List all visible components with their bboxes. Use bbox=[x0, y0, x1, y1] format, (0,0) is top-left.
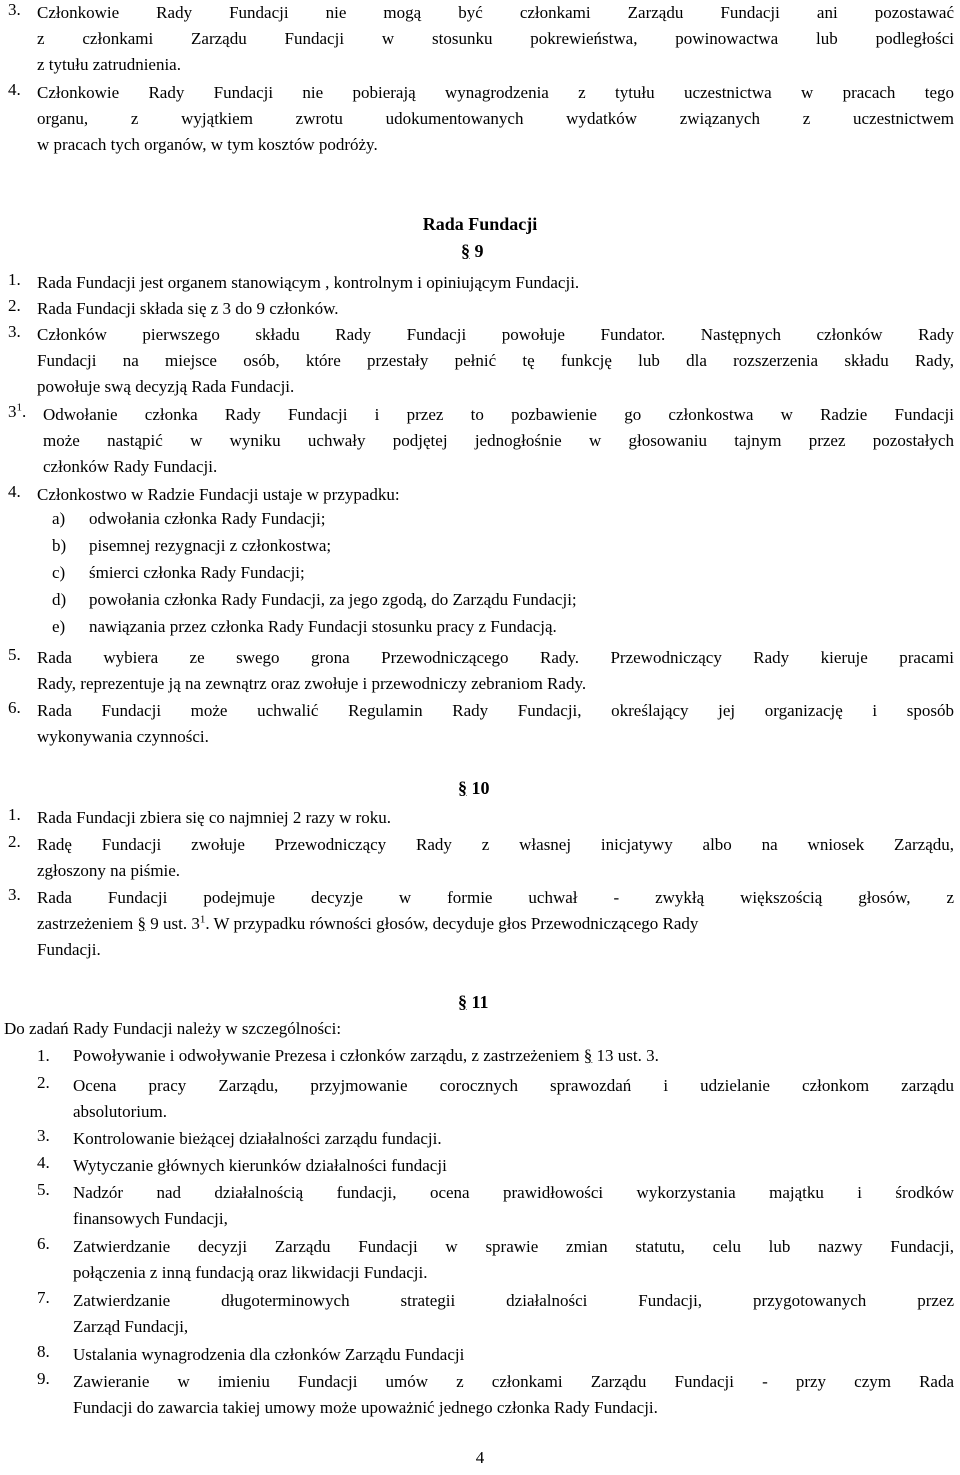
sub-item-text: powołania członka Rady Fundacji, za jego zgodą, do Zarządu Fundacji; bbox=[89, 590, 577, 609]
text-line: Ocena pracy Zarządu, przyjmowanie corocznych sprawozdań i udzielanie członkom zarządu bbox=[73, 1076, 954, 1095]
sub-item-text: śmierci członka Rady Fundacji; bbox=[89, 563, 305, 582]
text-line: Fundacji na miejsce osób, które przestały pełnić tę funkcję lub dla rozszerzenia składu Rady, bbox=[37, 351, 954, 370]
item-number: 2. bbox=[37, 1073, 50, 1092]
section-number: 10 bbox=[471, 778, 490, 798]
text-line: Członków pierwszego składu Rady Fundacji powołuje Fundator. Następnych członków Rady bbox=[37, 325, 954, 344]
paragraph bbox=[43, 402, 954, 480]
section-number: 11 bbox=[471, 992, 489, 1012]
text-line: Zatwierdzanie decyzji Zarządu Fundacji w sprawie zmian statutu, celu lub nazwy Fundacji, bbox=[73, 1237, 954, 1256]
sub-item-letter: a) bbox=[52, 509, 66, 528]
text-fragment: . W przypadku równości głosów, decyduje głos Przewodniczącego Rady bbox=[205, 914, 699, 933]
text-line: Ustalania wynagrodzenia dla członków Zarządu Fundacji bbox=[73, 1345, 465, 1364]
page-number: 4 bbox=[475, 1448, 485, 1467]
item-number: 4. bbox=[8, 482, 21, 501]
text-line: z członkami Zarządu Fundacji w stosunku pokrewieństwa, powinowactwa lub podległości bbox=[37, 29, 954, 48]
section-symbol: § bbox=[137, 914, 147, 933]
sub-item-text: odwołania członka Rady Fundacji; bbox=[89, 509, 326, 528]
item-number: 8. bbox=[37, 1342, 50, 1361]
paragraph bbox=[73, 1234, 954, 1286]
section-number: 9 bbox=[474, 241, 484, 261]
item-number: 2. bbox=[8, 296, 21, 315]
paragraph bbox=[73, 1342, 954, 1368]
text-line: powołuje swą decyzją Rada Fundacji. bbox=[37, 377, 295, 396]
paragraph bbox=[37, 0, 954, 78]
section-symbol: § bbox=[458, 778, 467, 798]
text-line: finansowych Fundacji, bbox=[73, 1209, 228, 1228]
chapter-heading: Rada Fundacji bbox=[422, 214, 538, 234]
text-line: połączenia z inną fundacją oraz likwidacji Fundacji. bbox=[73, 1263, 428, 1282]
item-number: 6. bbox=[8, 698, 21, 717]
sub-item-letter: b) bbox=[52, 536, 67, 555]
sub-item-letter: e) bbox=[52, 617, 66, 636]
text-line: Rada Fundacji podejmuje decyzje w formie uchwał - zwykłą większością głosów, z bbox=[37, 888, 954, 907]
text-line: Nadzór nad działalnością fundacji, ocena prawidłowości wykorzystania majątku i środków bbox=[73, 1183, 954, 1202]
item-number: 3. bbox=[37, 1126, 50, 1145]
text-line: Odwołanie członka Rady Fundacji i przez to pozbawienie go członkostwa w Radzie Fundacji bbox=[43, 405, 954, 424]
item-number bbox=[8, 402, 26, 422]
text-line: członków Rady Fundacji. bbox=[43, 457, 218, 476]
section-heading-9 bbox=[461, 241, 484, 262]
text-line: organu, z wyjątkiem zwrotu udokumentowanych wydatków związanych z uczestnictwem bbox=[37, 109, 954, 128]
text-line: Członkowie Rady Fundacji nie pobierają wynagrodzenia z tytułu uczestnictwa w pracach tego bbox=[37, 83, 954, 102]
item-number: 6. bbox=[37, 1234, 50, 1253]
text-line: Fundacji do zawarcia takiej umowy może upoważnić jednego członka Rady Fundacji. bbox=[73, 1398, 658, 1417]
superscript: 1 bbox=[199, 913, 206, 926]
text-line: Wytyczanie głównych kierunków działalności fundacji bbox=[73, 1156, 447, 1175]
text-line: Zatwierdzanie długoterminowych strategii działalności Fundacji, przygotowanych przez bbox=[73, 1291, 954, 1310]
item-number: 1. bbox=[8, 270, 21, 289]
item-number: 9. bbox=[37, 1369, 50, 1388]
paragraph bbox=[73, 1153, 954, 1179]
paragraph bbox=[73, 1288, 954, 1340]
paragraph bbox=[73, 1369, 954, 1421]
sub-item-text: pisemnej rezygnacji z członkostwa; bbox=[89, 536, 332, 555]
text-fragment: 9 ust. 3 bbox=[150, 914, 200, 933]
paragraph bbox=[37, 270, 954, 296]
text-line: Fundacji. bbox=[37, 940, 101, 959]
item-number: 7. bbox=[37, 1288, 50, 1307]
paragraph bbox=[37, 832, 954, 884]
text-fragment: zastrzeżeniem bbox=[37, 914, 134, 933]
item-number: 5. bbox=[8, 645, 21, 664]
paragraph bbox=[73, 1046, 659, 1066]
paragraph bbox=[37, 322, 954, 400]
intro-text: Do zadań Rady Fundacji należy w szczególności: bbox=[4, 1019, 342, 1038]
paragraph bbox=[37, 80, 954, 158]
paragraph bbox=[37, 296, 954, 322]
text-line: wykonywania czynności. bbox=[37, 727, 209, 746]
item-number: 3. bbox=[8, 0, 21, 19]
section-heading-10 bbox=[458, 778, 490, 799]
section-symbol: § bbox=[461, 241, 470, 261]
item-number-dot: . bbox=[22, 402, 27, 421]
item-number: 3. bbox=[8, 885, 21, 904]
paragraph bbox=[37, 805, 954, 831]
item-number: 4. bbox=[37, 1153, 50, 1172]
text-line: Członkostwo w Radzie Fundacji ustaje w przypadku: bbox=[37, 485, 400, 504]
text-line: Kontrolowanie bieżącej działalności zarządu fundacji. bbox=[73, 1129, 442, 1148]
item-number: 5. bbox=[37, 1180, 50, 1199]
text-line: Rada Fundacji składa się z 3 do 9 członków. bbox=[37, 299, 339, 318]
item-number: 2. bbox=[8, 832, 21, 851]
item-number: 4. bbox=[8, 80, 21, 99]
paragraph bbox=[73, 1180, 954, 1232]
text-line: Rada Fundacji może uchwalić Regulamin Rady Fundacji, określający jej organizację i sposób bbox=[37, 701, 954, 720]
paragraph bbox=[37, 645, 954, 697]
sub-item-letter: c) bbox=[52, 563, 66, 582]
text-line: Radę Fundacji zwołuje Przewodniczący Rady z własnej inicjatywy albo na wniosek Zarządu, bbox=[37, 835, 954, 854]
item-number: 3. bbox=[8, 322, 21, 341]
text-line: Rada wybiera ze swego grona Przewodniczącego Rady. Przewodniczący Rady kieruje pracami bbox=[37, 648, 954, 667]
item-number-main: 3 bbox=[8, 402, 17, 421]
text-fragment: 13 ust. 3. bbox=[596, 1046, 659, 1065]
paragraph bbox=[37, 698, 954, 750]
sub-item-text: nawiązania przez członka Rady Fundacji stosunku pracy z Fundacją. bbox=[89, 617, 557, 636]
paragraph bbox=[73, 1073, 954, 1125]
text-fragment: Powoływanie i odwoływanie Prezesa i członków zarządu, z zastrzeżeniem bbox=[73, 1046, 580, 1065]
text-line: absolutorium. bbox=[73, 1102, 167, 1121]
section-symbol: § bbox=[583, 1046, 593, 1065]
paragraph bbox=[37, 885, 954, 963]
text-line: z tytułu zatrudnienia. bbox=[37, 55, 181, 74]
paragraph bbox=[37, 482, 954, 508]
text-line: Zarząd Fundacji, bbox=[73, 1317, 189, 1336]
paragraph bbox=[73, 1126, 954, 1152]
sub-item-letter: d) bbox=[52, 590, 67, 609]
text-line: Członkowie Rady Fundacji nie mogą być członkami Zarządu Fundacji ani pozostawać bbox=[37, 3, 954, 22]
item-number: 1. bbox=[37, 1046, 50, 1065]
text-line: Rada Fundacji zbiera się co najmniej 2 razy w roku. bbox=[37, 808, 392, 827]
section-symbol: § bbox=[458, 992, 467, 1012]
superscript: 1 bbox=[16, 401, 22, 414]
text-line: Rada Fundacji jest organem stanowiącym , kontrolnym i opiniującym Fundacji. bbox=[37, 273, 580, 292]
text-line: w pracach tych organów, w tym kosztów podróży. bbox=[37, 135, 378, 154]
item-number: 1. bbox=[8, 805, 21, 824]
text-line: może nastąpić w wyniku uchwały podjętej jednogłośnie w głosowaniu tajnym przez pozostałych bbox=[43, 431, 954, 450]
section-heading-11 bbox=[458, 992, 489, 1013]
text-line: Zawieranie w imieniu Fundacji umów z członkami Zarządu Fundacji - przy czym Rada bbox=[73, 1372, 954, 1391]
text-line bbox=[37, 911, 954, 937]
text-line: zgłoszony na piśmie. bbox=[37, 861, 181, 880]
text-line: Rady, reprezentuje ją na zewnątrz oraz zwołuje i przewodniczy zebraniom Rady. bbox=[37, 674, 587, 693]
